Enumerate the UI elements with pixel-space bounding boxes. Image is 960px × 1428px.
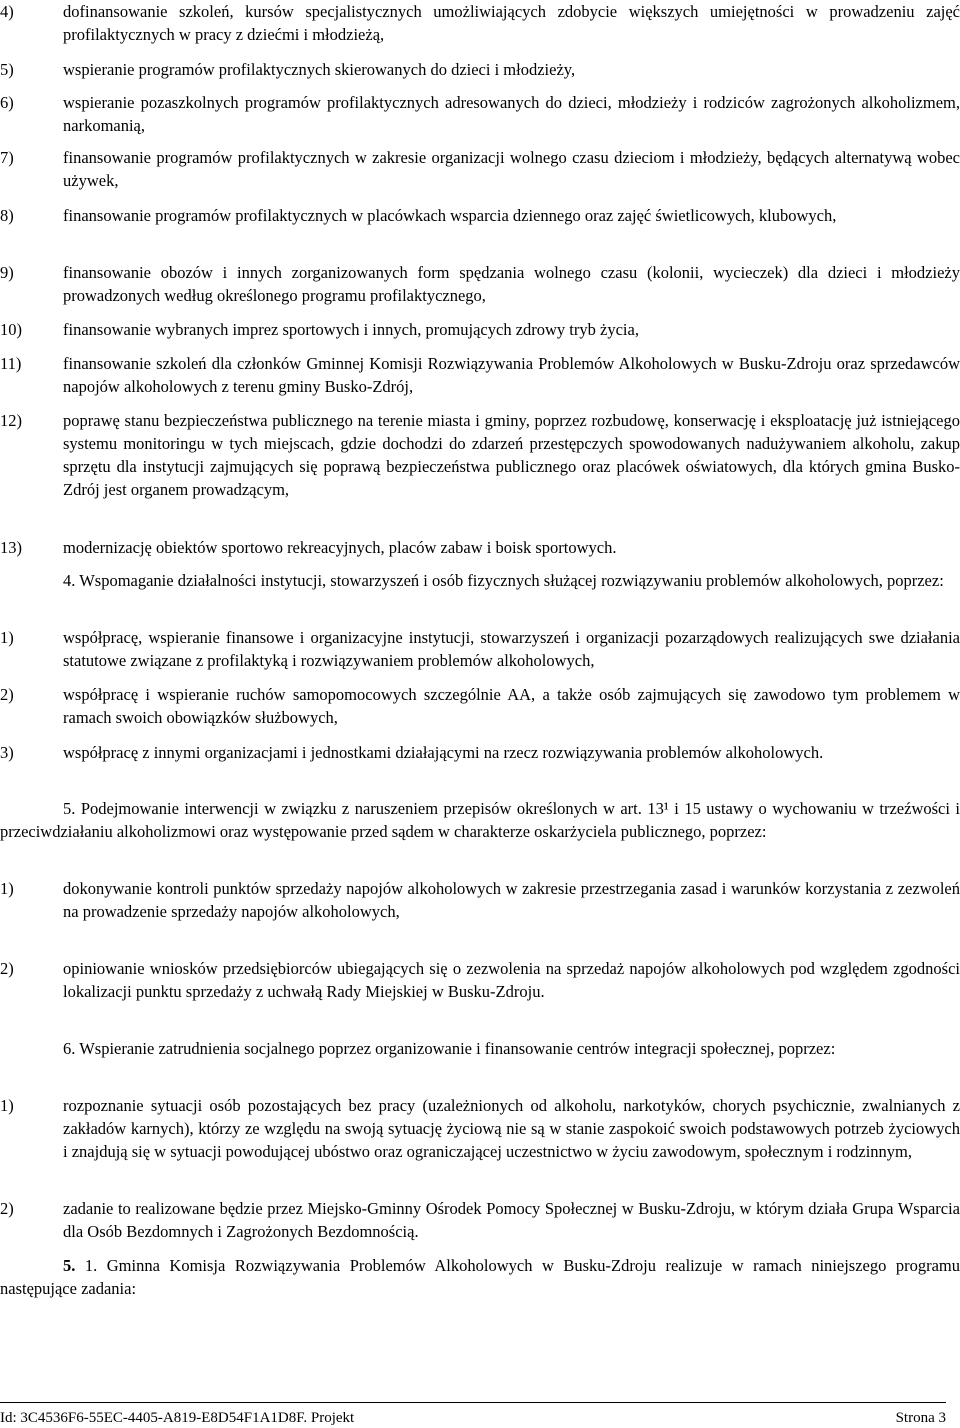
list-number: 9) <box>0 263 14 282</box>
list-number: 7) <box>0 148 14 167</box>
list-number: 8) <box>0 206 14 225</box>
list-text: finansowanie obozów i innych zorganizowanych form spędzania wolnego czasu (kolonii, wycieczek) dla dzieci i młodzieży prowadzonych według określonego programu profilaktycznego, <box>63 263 960 305</box>
list-number: 6) <box>0 93 14 112</box>
list-text: finansowanie szkoleń dla członków Gminnej Komisji Rozwiązywania Problemów Alkoholowych w Busku-Zdroju oraz sprzedawców napojów alkoholowych z terenu gminy Busko-Zdrój, <box>63 354 960 396</box>
list-text: finansowanie wybranych imprez sportowych i innych, promujących zdrowy tryb życia, <box>63 320 639 339</box>
list-text: rozpoznanie sytuacji osób pozostających bez pracy (uzależnionych od alkoholu, narkotyków, chorych psychicznie, zwalnianych z zakładów karnych), którzy ze względu na swoją sytuację życiową nie są w stanie zaspokoić swoich podstawowych potrzeb życiowych i znajdują się w sytuacji powodującej ubóstwo oraz ograniczającej uczestnictwo w życiu zawodowym, społecznym i rodzinnym, <box>63 1096 960 1161</box>
list-number: 3) <box>0 743 14 762</box>
list-item <box>0 683 960 729</box>
list-number: 1) <box>0 879 14 898</box>
document-id: Id: 3C4536F6-55EC-4405-A819-E8D54F1A1D8F. Projekt <box>0 1410 355 1426</box>
list-number: 2) <box>0 685 14 704</box>
list-number: 1) <box>0 628 14 647</box>
list-item <box>0 877 960 923</box>
list-item <box>0 1197 960 1243</box>
list-item <box>0 261 960 307</box>
list-number: 10) <box>0 320 22 339</box>
list-number: 2) <box>0 959 14 978</box>
section-5-1-paragraph <box>0 1254 960 1300</box>
list-number: 5) <box>0 60 14 79</box>
section-4-paragraph: 4. Wspomaganie działalności instytucji, stowarzyszeń i osób fizycznych służącej rozwiązywaniu problemów alkoholowych, poprzez: <box>63 571 944 590</box>
list-item <box>0 91 960 137</box>
list-text: modernizację obiektów sportowo rekreacyjnych, placów zabaw i boisk sportowych. <box>63 538 617 557</box>
list-item <box>0 741 960 764</box>
list-item <box>0 409 960 501</box>
list-text: opiniowanie wniosków przedsiębiorców ubiegających się o zezwolenia na sprzedaż napojów alkoholowych pod względem zgodności lokalizacji punktu sprzedaży z uchwałą Rady Miejskiej w Busku-Zdroju. <box>63 959 960 1001</box>
list-text: finansowanie programów profilaktycznych w zakresie organizacji wolnego czasu dzieciom i młodzieży, będących alternatywą wobec używek, <box>63 148 960 190</box>
list-number: 13) <box>0 538 22 557</box>
list-text: współpracę i wspieranie ruchów samopomocowych szczególnie AA, a także osób zajmujących się zawodowo tym problemem w ramach swoich obowiązków służbowych, <box>63 685 960 727</box>
section-text: 1. Gminna Komisja Rozwiązywania Problemów Alkoholowych w Busku-Zdroju realizuje w ramach niniejszego programu następujące zadania: <box>0 1256 960 1298</box>
list-number: 4) <box>0 2 14 21</box>
section-number: 5. <box>63 1256 76 1275</box>
list-number: 2) <box>0 1199 14 1218</box>
list-item <box>0 626 960 672</box>
list-number: 1) <box>0 1096 14 1115</box>
list-item <box>0 318 960 341</box>
list-text: poprawę stanu bezpieczeństwa publicznego na terenie miasta i gminy, poprzez rozbudowę, konserwację i eksploatację już istniejącego systemu monitoringu w tych miejscach, gdzie dochodzi do zdarzeń przestępczych spowodowanych nadużywaniem alkoholu, zakup sprzętu dla instytucji zajmujących się poprawą bezpieczeństwa publicznego oraz placówek oświatowych, dla których gmina Busko-Zdrój jest organem prowadzącym, <box>63 411 960 499</box>
list-text: dokonywanie kontroli punktów sprzedaży napojów alkoholowych w zakresie przestrzegania zasad i warunków korzystania z zezwoleń na prowadzenie sprzedaży napojów alkoholowych, <box>63 879 960 921</box>
list-item <box>0 0 960 46</box>
list-item <box>0 204 960 227</box>
list-item <box>0 957 960 1003</box>
list-text: finansowanie programów profilaktycznych w placówkach wsparcia dziennego oraz zajęć świetlicowych, klubowych, <box>63 206 837 225</box>
list-text: współpracę, wspieranie finansowe i organizacyjne instytucji, stowarzyszeń i organizacji pozarządowych realizujących swe działania statutowe związane z profilaktyką i rozwiązywaniem problemów alkoholowych, <box>63 628 960 670</box>
list-text: zadanie to realizowane będzie przez Miejsko-Gminny Ośrodek Pomocy Społecznej w Busku-Zdroju, w którym działa Grupa Wsparcia dla Osób Bezdomnych i Zagrożonych Bezdomnością. <box>63 1199 960 1241</box>
list-item <box>0 1094 960 1163</box>
list-number: 11) <box>0 354 22 373</box>
list-item <box>0 352 960 398</box>
section-5-paragraph: 5. Podejmowanie interwencji w związku z naruszeniem przepisów określonych w art. 13¹ i 15 ustawy o wychowaniu w trzeźwości i przeciwdziałaniu alkoholizmowi oraz występowanie przed sądem w charakterze oskarżyciela publicznego, poprzez: <box>0 799 960 841</box>
list-text: współpracę z innymi organizacjami i jednostkami działającymi na rzecz rozwiązywania problemów alkoholowych. <box>63 743 824 762</box>
footer-divider <box>0 1402 946 1403</box>
list-text: wspieranie pozaszkolnych programów profilaktycznych adresowanych do dzieci, młodzieży i rodziców zagrożonych alkoholizmem, narkomanią, <box>63 93 960 135</box>
list-text: dofinansowanie szkoleń, kursów specjalistycznych umożliwiających zdobycie większych umiejętności w prowadzeniu zajęć profilaktycznych w pracy z dziećmi i młodzieżą, <box>63 2 960 44</box>
list-number: 12) <box>0 411 22 430</box>
list-text: wspieranie programów profilaktycznych skierowanych do dzieci i młodzieży, <box>63 60 576 79</box>
list-item <box>0 536 960 559</box>
list-item <box>0 146 960 192</box>
page-number: Strona 3 <box>895 1410 946 1426</box>
section-6-paragraph: 6. Wspieranie zatrudnienia socjalnego poprzez organizowanie i finansowanie centrów integracji społecznej, poprzez: <box>63 1039 836 1058</box>
list-item <box>0 58 960 81</box>
